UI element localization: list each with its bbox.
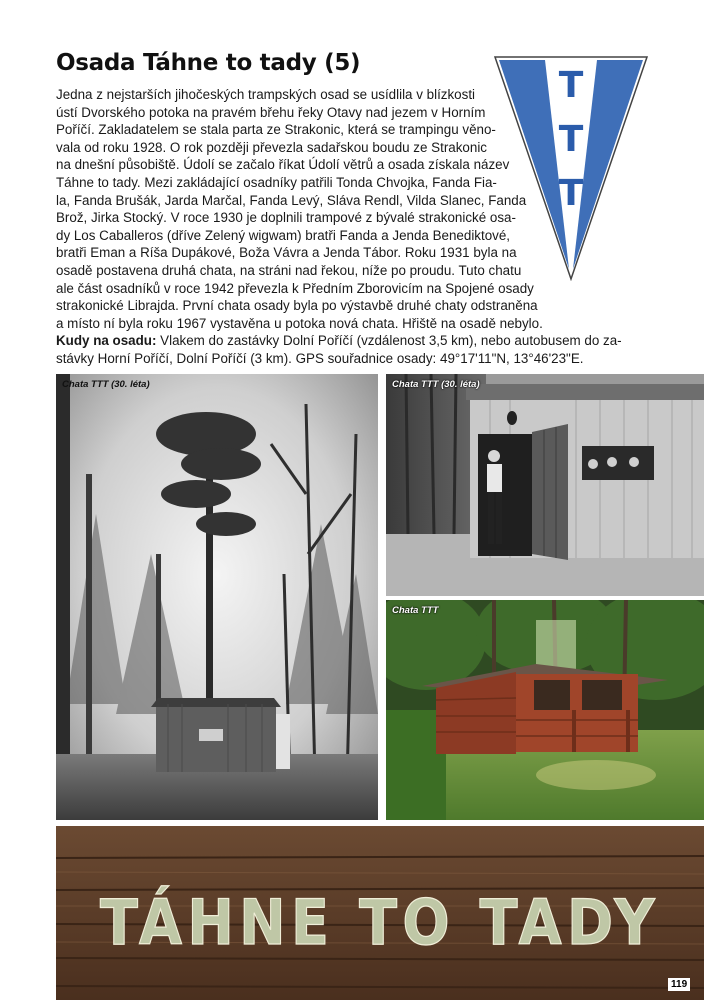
photo-forest-cabin bbox=[56, 374, 378, 820]
photo-caption: Chata TTT (30. léta) bbox=[392, 379, 480, 390]
body-line: ale část osadníků v roce 1942 převezla k Předním Zborovicím na Spojené osady bbox=[56, 280, 534, 296]
route-line bbox=[56, 332, 656, 350]
body-line: strakonické Librajda. První chata osady byla po výstavbě druhé chaty odstraněna bbox=[56, 298, 538, 314]
body-line: Jedna z nejstarších jihočeských trampských osad se usídlila v blízkosti bbox=[56, 87, 476, 102]
photo-caption: Chata TTT (30. léta) bbox=[62, 379, 150, 390]
page-number: 119 bbox=[668, 978, 690, 991]
route-label: Kudy na osadu: bbox=[56, 333, 157, 349]
wooden-sign-image bbox=[56, 826, 704, 1000]
forest-cabin-image bbox=[56, 374, 378, 820]
cabin-color-image bbox=[386, 600, 704, 820]
article-body bbox=[56, 86, 656, 368]
photo-cabin-door bbox=[386, 374, 704, 596]
body-line: Táhne to tady. Mezi zakládající osadníky patřili Tonda Chvojka, Fanda Fia- bbox=[56, 174, 497, 190]
route-line: stávky Horní Poříčí, Dolní Poříčí (3 km). GPS souřadnice osady: 49°17'11"N, 13°46'23"E. bbox=[56, 350, 584, 366]
pennant-letter: T bbox=[558, 173, 584, 214]
page-title: Osada Táhne to tady (5) bbox=[56, 50, 361, 76]
photo-wooden-sign bbox=[56, 826, 704, 1000]
pennant-letter: T bbox=[558, 65, 584, 106]
pennant-letter: T bbox=[558, 119, 584, 160]
cabin-door-image bbox=[386, 374, 704, 596]
body-line: vala od roku 1928. O rok později převezla sadařskou boudu ze Strakonic bbox=[56, 139, 487, 155]
body-line: bratři Eman a Ríša Dupákové, Boža Vávra a Jenda Tábor. Roku 1931 byla na bbox=[56, 245, 517, 261]
body-line: na dnešní působiště. Údolí se začalo říkat Údolí větrů a osada získala název bbox=[56, 157, 510, 173]
body-line: ústí Dvorského potoka na pravém břehu řeky Otavy nad jezem v Horním bbox=[56, 104, 486, 120]
body-line: la, Fanda Brušák, Jarda Marčal, Fanda Levý, Sláva Rendl, Vilda Slanec, Fanda bbox=[56, 192, 527, 208]
body-line: dy Los Caballeros (dříve Zelený wigwam) bratři Fanda a Jenda Benediktové, bbox=[56, 227, 511, 243]
photo-cabin-color bbox=[386, 600, 704, 820]
sign-text: TÁHNE TO TADY bbox=[100, 886, 660, 959]
body-line: osadě postavena druhá chata, na stráni nad řekou, níže po proudu. Tuto chatu bbox=[56, 262, 522, 278]
route-text: Vlakem do zastávky Dolní Poříčí (vzdálenost 3,5 km), nebo autobusem do za- bbox=[156, 333, 622, 349]
body-line: Poříčí. Zakladatelem se stala parta ze Strakonic, která se trampingu věno- bbox=[56, 122, 496, 138]
photo-caption: Chata TTT bbox=[392, 605, 439, 616]
body-line: a místo ní byla roku 1967 vystavěna u potoka nová chata. Hřiště na osadě nebylo. bbox=[56, 315, 543, 331]
body-line: Brož, Jirka Stocký. V roce 1930 je doplnili trampové z bývalé strakonické osa- bbox=[56, 210, 516, 226]
